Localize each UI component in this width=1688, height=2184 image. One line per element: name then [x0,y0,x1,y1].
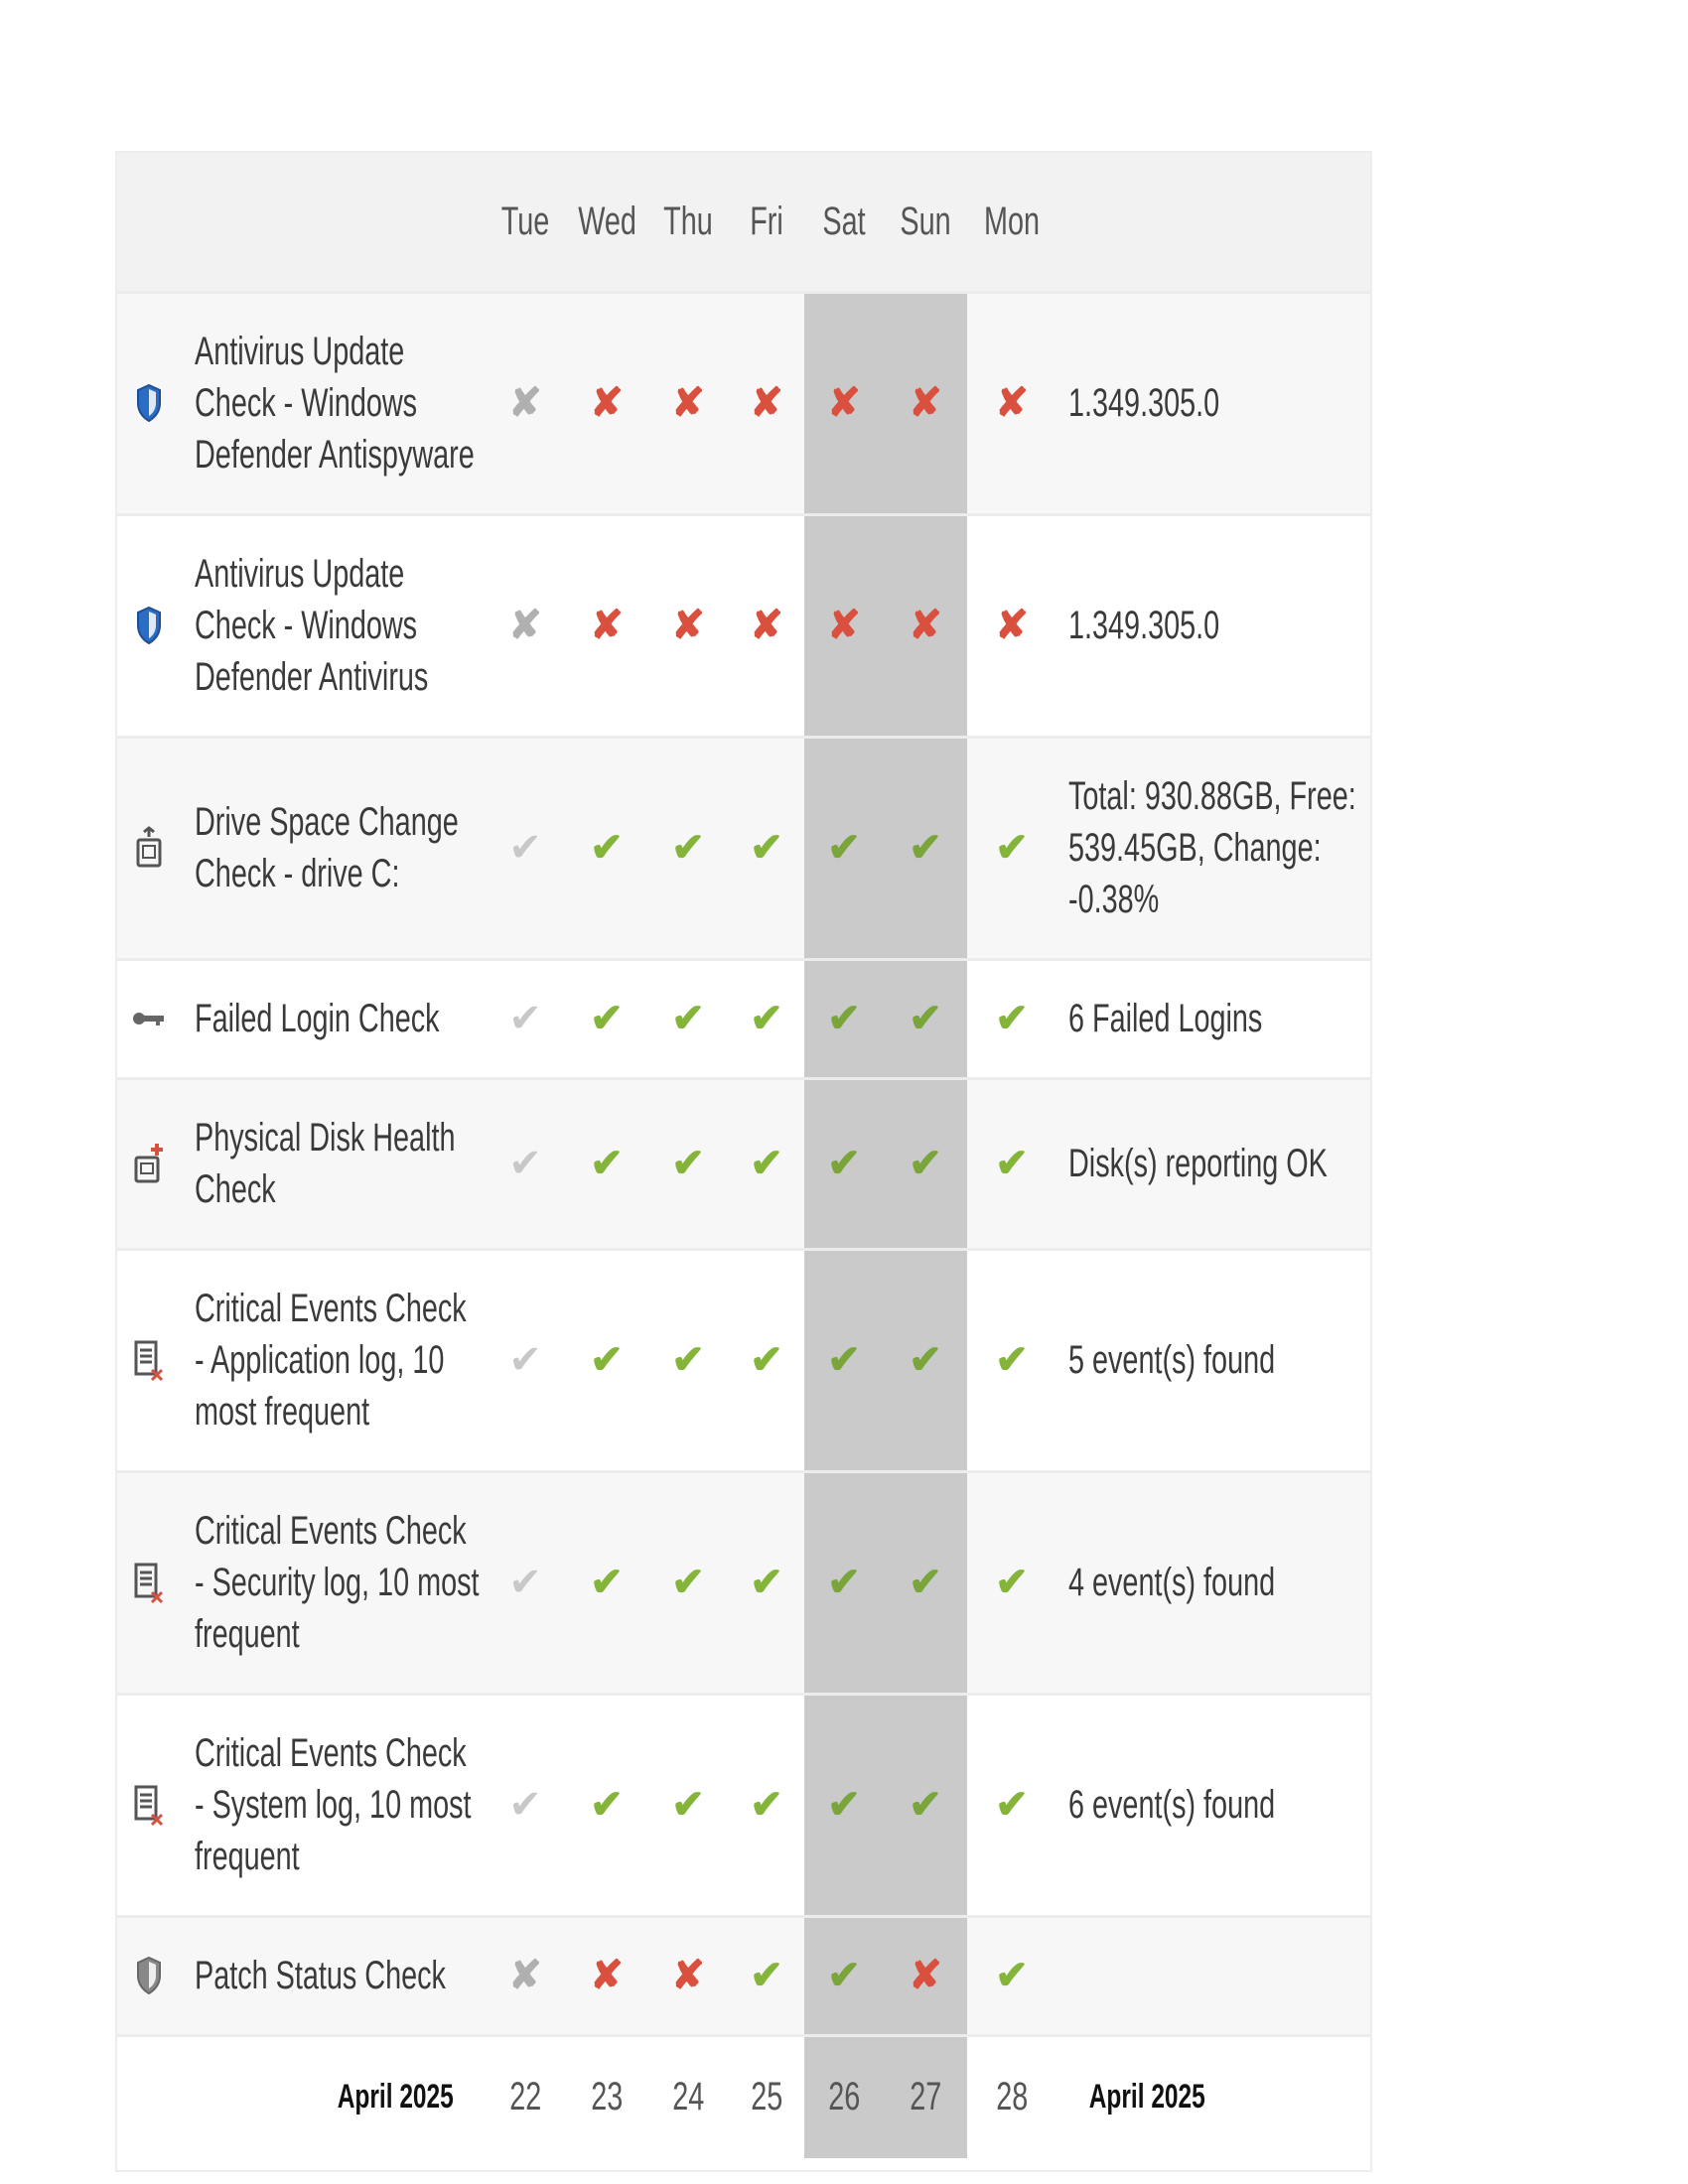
footer-date: 27 [884,2035,967,2158]
day-status-cell [729,959,804,1078]
pass-check-icon: ✔ [909,1561,942,1604]
pass-check-icon: ✔ [909,826,942,870]
pass-check-icon: ✔ [750,1338,783,1382]
pass-check-grey-icon: ✔ [508,826,542,870]
check-row [117,1694,1370,1916]
check-name: Patch Status Check [181,1916,485,2035]
day-status-cell [566,1471,647,1694]
day-status-cell [804,1471,884,1694]
check-result: 1.349.305.0 [1056,514,1370,737]
footer-date: 26 [804,2035,884,2158]
pass-check-grey-icon: ✔ [508,997,542,1040]
check-name: Failed Login Check [181,959,485,1078]
check-result [1056,1916,1370,2035]
day-status-cell [804,514,884,737]
day-status-cell [647,959,729,1078]
day-status-cell [884,1078,967,1249]
day-status-cell [566,1694,647,1916]
day-status-cell [647,1916,729,2035]
day-status-cell [729,1078,804,1249]
footer-date: 25 [750,2075,783,2119]
footer-date: 22 [508,2075,542,2119]
day-status-cell [566,737,647,959]
check-rows [117,292,1370,2035]
pass-check-grey-icon: ✔ [508,1142,542,1185]
event-log-icon [117,1694,181,1916]
check-row [117,514,1370,737]
event-log-icon [117,1249,181,1471]
fail-x-icon: ✘ [590,381,624,425]
pass-check-icon: ✔ [590,1142,624,1185]
day-status-cell [647,1078,729,1249]
fail-x-icon: ✘ [671,1954,705,1997]
day-status-cell [804,1916,884,2035]
date-footer-row [117,2035,1370,2158]
footer-icon-spacer [117,2035,181,2158]
check-row [117,959,1370,1078]
pass-check-icon: ✔ [909,1142,942,1185]
pass-check-icon: ✔ [671,1783,705,1827]
fail-x-icon: ✘ [750,604,783,647]
pass-check-icon: ✔ [671,826,705,870]
day-status-cell [967,292,1056,514]
pass-check-icon: ✔ [827,1954,861,1997]
day-status-cell [884,514,967,737]
pass-check-icon: ✔ [995,997,1029,1040]
day-status-cell [967,1471,1056,1694]
check-name: Critical Events Check - Security log, 10 most frequent [181,1471,485,1694]
check-result: 6 Failed Logins [1056,959,1370,1078]
check-name: Antivirus Update Check - Windows Defender Antivirus [181,514,485,737]
fail-x-icon: ✘ [671,381,705,425]
pass-check-icon: ✔ [909,997,942,1040]
day-status-cell [729,514,804,737]
drive-space-icon [117,737,181,959]
day-status-cell [729,1694,804,1916]
pass-check-icon: ✔ [750,1954,783,1997]
check-result: Total: 930.88GB, Free: 539.45GB, Change: -0.38% [1056,737,1370,959]
pass-check-grey-icon: ✔ [508,1338,542,1382]
footer-month-right: April 2025 [1088,2078,1205,2116]
fail-x-grey-icon: ✘ [508,1954,542,1997]
day-status-cell [729,1249,804,1471]
check-name: Antivirus Update Check - Windows Defender Antispyware [181,292,485,514]
disk-health-icon [117,1078,181,1249]
header-icon-spacer [126,153,172,292]
footer-date: 28 [995,2075,1029,2119]
day-status-cell [647,737,729,959]
check-row [117,1078,1370,1249]
day-status-cell [884,292,967,514]
day-header: Sat [822,199,866,243]
day-status-cell [884,1249,967,1471]
check-name: Physical Disk Health Check [181,1078,485,1249]
day-status-cell [804,737,884,959]
day-status-cell [647,1471,729,1694]
day-header: Wed [578,199,636,243]
pass-check-icon: ✔ [671,1561,705,1604]
event-log-icon [117,1471,181,1694]
fail-x-icon: ✘ [827,604,861,647]
footer-date: 23 [590,2075,624,2119]
day-status-cell [804,292,884,514]
day-status-cell [729,1916,804,2035]
day-status-cell [967,1916,1056,2035]
day-status-cell [804,1249,884,1471]
pass-check-grey-icon: ✔ [508,1561,542,1604]
fail-x-icon: ✘ [909,604,942,647]
pass-check-icon: ✔ [827,997,861,1040]
day-status-cell [566,1916,647,2035]
pass-check-icon: ✔ [750,826,783,870]
fail-x-icon: ✘ [590,1954,624,1997]
pass-check-icon: ✔ [995,1954,1029,1997]
pass-check-icon: ✔ [827,1783,861,1827]
day-header: Fri [750,199,783,243]
header-name-spacer [223,153,442,292]
check-result: 4 event(s) found [1056,1471,1370,1694]
check-result: Disk(s) reporting OK [1056,1078,1370,1249]
pass-check-icon: ✔ [995,1561,1029,1604]
footer-date: 24 [671,2075,705,2119]
day-status-cell [647,292,729,514]
pass-check-icon: ✔ [995,826,1029,870]
pass-check-icon: ✔ [827,826,861,870]
check-result: 1.349.305.0 [1056,292,1370,514]
fail-x-icon: ✘ [590,604,624,647]
day-status-cell [566,292,647,514]
day-status-cell [566,1249,647,1471]
day-status-cell [967,1249,1056,1471]
day-status-cell [729,737,804,959]
fail-x-grey-icon: ✘ [508,381,542,425]
check-result: 5 event(s) found [1056,1249,1370,1471]
check-name: Critical Events Check - System log, 10 most frequent [181,1694,485,1916]
pass-check-icon: ✔ [995,1783,1029,1827]
header-result-spacer [1100,153,1327,292]
day-status-cell [729,292,804,514]
fail-x-icon: ✘ [995,604,1029,647]
patch-shield-icon [117,1916,181,2035]
pass-check-icon: ✔ [590,997,624,1040]
fail-x-icon: ✘ [827,381,861,425]
pass-check-icon: ✔ [671,1338,705,1382]
day-status-cell [804,1694,884,1916]
check-status-table [117,153,1370,2158]
check-row [117,1916,1370,2035]
day-header: Mon [983,199,1041,243]
day-status-cell [647,1694,729,1916]
check-row [117,737,1370,959]
footer-month-left: April 2025 [338,2078,455,2116]
pass-check-icon: ✔ [590,1338,624,1382]
fail-x-icon: ✘ [909,1954,942,1997]
pass-check-icon: ✔ [827,1338,861,1382]
pass-check-icon: ✔ [590,1783,624,1827]
pass-check-icon: ✔ [750,997,783,1040]
pass-check-icon: ✔ [827,1142,861,1185]
fail-x-grey-icon: ✘ [508,604,542,647]
pass-check-icon: ✔ [750,1561,783,1604]
day-status-cell [566,959,647,1078]
pass-check-icon: ✔ [909,1338,942,1382]
pass-check-icon: ✔ [995,1142,1029,1185]
day-status-cell [967,1078,1056,1249]
day-status-cell [647,1249,729,1471]
day-status-cell [729,1471,804,1694]
pass-check-icon: ✔ [995,1338,1029,1382]
day-status-cell [967,959,1056,1078]
day-header: Tue [500,199,550,243]
day-header: Sun [900,199,951,243]
day-status-cell [566,514,647,737]
fail-x-icon: ✘ [750,381,783,425]
pass-check-icon: ✔ [750,1783,783,1827]
pass-check-icon: ✔ [909,1783,942,1827]
day-status-cell [967,514,1056,737]
fail-x-icon: ✘ [995,381,1029,425]
pass-check-icon: ✔ [590,826,624,870]
check-name: Critical Events Check - Application log, 10 most frequent [181,1249,485,1471]
day-status-cell [884,1916,967,2035]
shield-icon [117,292,181,514]
check-result: 6 event(s) found [1056,1694,1370,1916]
day-status-cell [967,737,1056,959]
day-status-cell [647,514,729,737]
shield-icon [117,514,181,737]
fail-x-icon: ✘ [909,381,942,425]
pass-check-icon: ✔ [590,1561,624,1604]
day-status-cell [884,1471,967,1694]
check-row [117,1471,1370,1694]
pass-check-icon: ✔ [671,1142,705,1185]
day-status-cell [967,1694,1056,1916]
day-status-cell [566,1078,647,1249]
day-status-cell [884,737,967,959]
day-header: Thu [663,199,713,243]
check-row [117,1249,1370,1471]
check-row [117,292,1370,514]
day-status-cell [804,959,884,1078]
day-status-cell [804,1078,884,1249]
pass-check-icon: ✔ [671,997,705,1040]
pass-check-icon: ✔ [750,1142,783,1185]
check-name: Drive Space Change Check - drive C: [181,737,485,959]
key-icon [117,959,181,1078]
day-status-cell [884,959,967,1078]
day-status-cell [884,1694,967,1916]
pass-check-icon: ✔ [827,1561,861,1604]
fail-x-icon: ✘ [671,604,705,647]
day-header-row [117,153,1370,292]
daily-check-report [115,151,1372,2172]
pass-check-grey-icon: ✔ [508,1783,542,1827]
